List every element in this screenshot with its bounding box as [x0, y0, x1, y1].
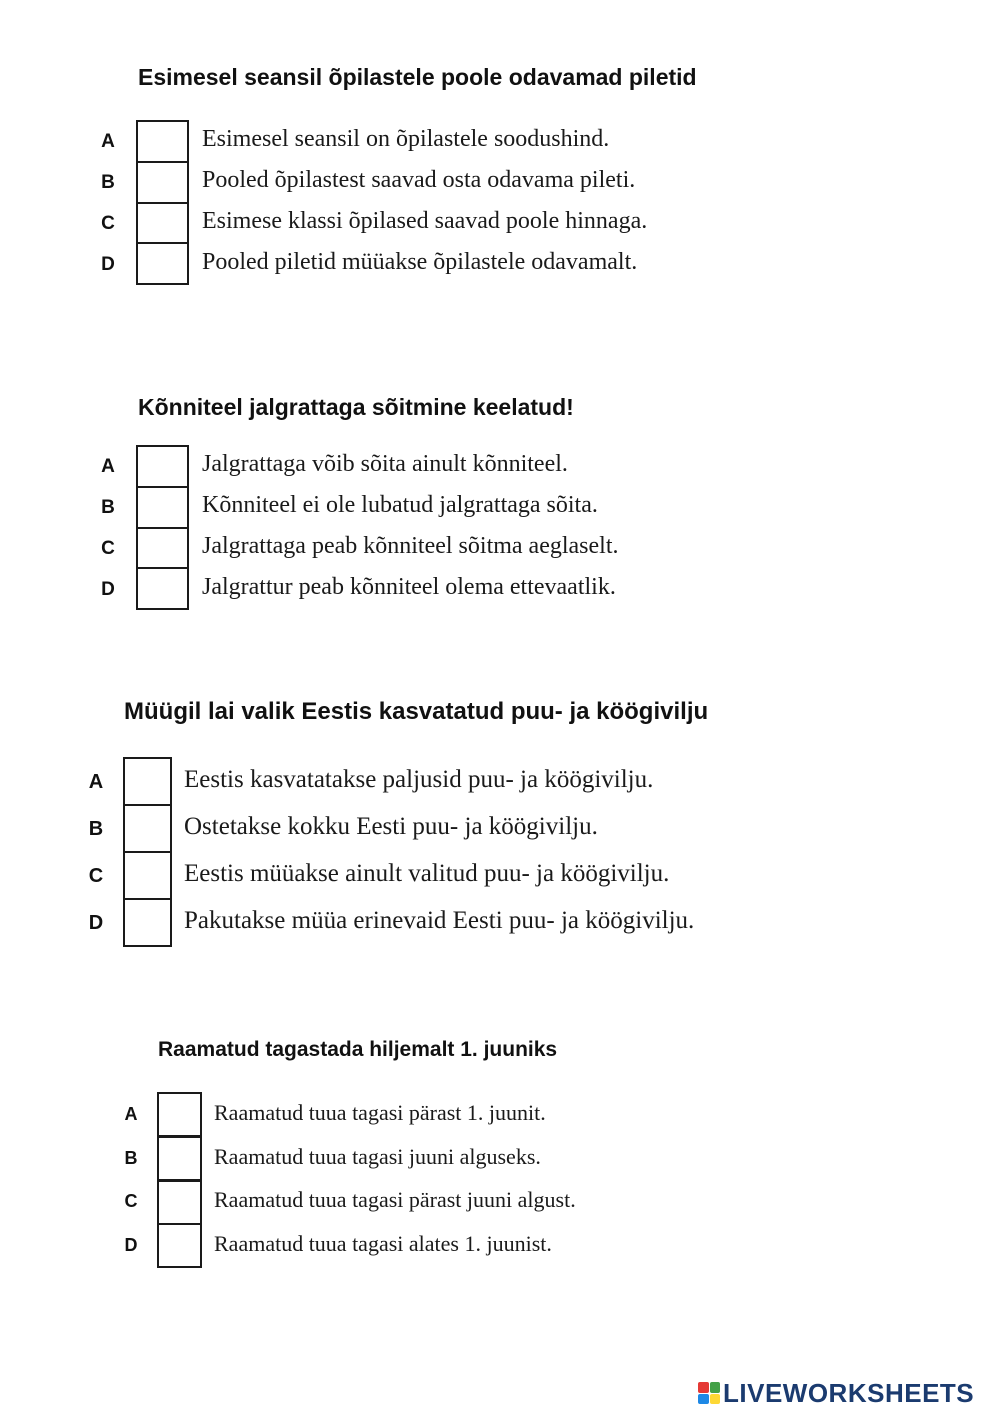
answer-box-3c[interactable] — [123, 851, 172, 900]
answer-box-2a[interactable] — [136, 445, 189, 488]
answer-box-2c[interactable] — [136, 527, 189, 570]
answer-box-4d[interactable] — [157, 1223, 202, 1268]
option-text-4c: Raamatud tuua tagasi pärast juuni algust. — [214, 1187, 576, 1212]
option-text-4b: Raamatud tuua tagasi juuni alguseks. — [214, 1144, 541, 1169]
option-text-4d: Raamatud tuua tagasi alates 1. juunist. — [214, 1231, 552, 1256]
answer-box-3b[interactable] — [123, 804, 172, 853]
option-text-4a: Raamatud tuua tagasi pärast 1. juunit. — [214, 1100, 546, 1125]
option-text-1c: Esimese klassi õpilased saavad poole hinnaga. — [202, 208, 648, 234]
question-2-title: Kõnniteel jalgrattaga sõitmine keelatud! — [138, 394, 574, 420]
option-letter-b: B — [101, 497, 115, 518]
option-text-1b: Pooled õpilastest saavad osta odavama pileti. — [202, 167, 636, 193]
answer-box-4b[interactable] — [157, 1136, 202, 1181]
answer-box-4a[interactable] — [157, 1092, 202, 1137]
answer-box-4c[interactable] — [157, 1180, 202, 1225]
option-letter-b: B — [124, 1148, 138, 1168]
question-1-title: Esimesel seansil õpilastele poole odavamad piletid — [138, 64, 697, 90]
answer-box-1d[interactable] — [136, 242, 189, 285]
answer-box-1b[interactable] — [136, 161, 189, 204]
logo-square-green — [710, 1382, 721, 1393]
option-text-1a: Esimesel seansil on õpilastele soodushind. — [202, 126, 610, 152]
option-letter-b: B — [88, 818, 104, 840]
answer-box-2d[interactable] — [136, 567, 189, 610]
option-text-2b: Kõnniteel ei ole lubatud jalgrattaga sõita. — [202, 492, 598, 518]
answer-box-1c[interactable] — [136, 202, 189, 245]
answer-box-3d[interactable] — [123, 898, 172, 947]
option-letter-d: D — [101, 579, 115, 600]
liveworksheets-brand — [698, 1376, 974, 1410]
option-letter-d: D — [124, 1235, 138, 1255]
logo-square-blue — [698, 1394, 709, 1405]
option-text-2c: Jalgrattaga peab kõnniteel sõitma aeglaselt. — [202, 533, 619, 559]
option-text-1d: Pooled piletid müüakse õpilastele odavamalt. — [202, 249, 638, 275]
answer-box-3a[interactable] — [123, 757, 172, 806]
option-letter-c: C — [88, 865, 104, 887]
liveworksheets-logo-icon — [698, 1382, 720, 1404]
option-letter-a: A — [124, 1104, 138, 1124]
option-text-3a: Eestis kasvatatakse paljusid puu- ja köögivilju. — [184, 766, 654, 793]
option-letter-a: A — [101, 456, 115, 477]
option-text-2d: Jalgrattur peab kõnniteel olema ettevaatlik. — [202, 574, 616, 600]
option-text-3d: Pakutakse müüa erinevaid Eesti puu- ja köögivilju. — [184, 907, 695, 934]
option-letter-a: A — [101, 131, 115, 152]
option-text-2a: Jalgrattaga võib sõita ainult kõnniteel. — [202, 451, 568, 477]
brand-name: LIVEWORKSHEETS — [723, 1377, 975, 1408]
option-letter-c: C — [124, 1191, 138, 1211]
question-4-title: Raamatud tagastada hiljemalt 1. juuniks — [158, 1038, 558, 1061]
option-letter-d: D — [101, 254, 115, 275]
option-letter-d: D — [88, 912, 104, 934]
option-letter-a: A — [88, 771, 104, 793]
option-letter-c: C — [101, 538, 115, 559]
option-letter-b: B — [101, 172, 115, 193]
option-text-3b: Ostetakse kokku Eesti puu- ja köögivilju. — [184, 813, 598, 840]
option-letter-c: C — [101, 213, 115, 234]
logo-square-yellow — [710, 1394, 721, 1405]
option-text-3c: Eestis müüakse ainult valitud puu- ja köögivilju. — [184, 860, 670, 887]
logo-square-red — [698, 1382, 709, 1393]
answer-box-2b[interactable] — [136, 486, 189, 529]
question-3-title: Müügil lai valik Eestis kasvatatud puu- ja köögivilju — [124, 698, 709, 725]
answer-box-1a[interactable] — [136, 120, 189, 163]
